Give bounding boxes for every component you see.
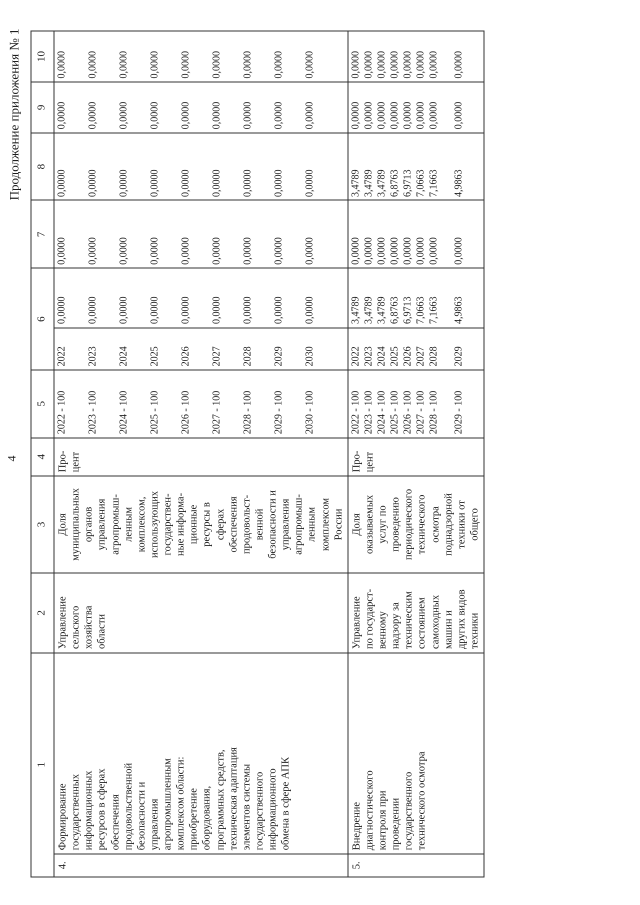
value-line: 2024 [375, 345, 387, 366]
appendix-table [30, 30, 484, 877]
value-line: 2029 [273, 345, 284, 366]
value-line: 2027 - 100 [414, 390, 426, 434]
value-line: 2030 [304, 345, 315, 366]
header-cell: 1 [31, 652, 54, 876]
indicator-name: Доля оказываемых услуг по проведению периодического технического осмотра поднадзорной техники от общего [347, 475, 483, 572]
value-line: 3,4789 [375, 169, 387, 197]
value-line: 2025 - 100 [149, 390, 160, 434]
value-line: 0,0000 [242, 296, 253, 324]
row-number: 4. [54, 853, 348, 876]
value-line: 2028 - 100 [427, 390, 439, 434]
header-cell: 8 [31, 132, 54, 200]
value-line: 2023 [362, 345, 374, 366]
header-cell: 2 [31, 573, 54, 652]
value-line: 0,0000 [452, 50, 464, 78]
value-line: 2023 - 100 [87, 390, 98, 434]
value-line: 0,0000 [56, 169, 67, 197]
value-line: 2022 [56, 345, 67, 366]
value-line: 4,9863 [452, 296, 464, 324]
years [54, 327, 348, 369]
value-line: 3,4789 [362, 169, 374, 197]
value-line: 0,0000 [211, 169, 222, 197]
header-cell: 10 [31, 31, 54, 82]
value-line: 3,4789 [362, 296, 374, 324]
value-line: 0,0000 [149, 50, 160, 78]
value-line: 0,0000 [56, 296, 67, 324]
value-line: 2029 - 100 [452, 390, 464, 434]
value-line: 0,0000 [242, 236, 253, 265]
value-line: 2023 [87, 345, 98, 366]
value-line: 2028 [427, 345, 439, 366]
value-line: 0,0000 [349, 236, 361, 265]
value-line: 0,0000 [273, 50, 284, 78]
value-line: 0,0000 [375, 101, 387, 129]
value-line: 2026 - 100 [180, 390, 191, 434]
value-line: 0,0000 [211, 236, 222, 265]
value-line: 0,0000 [87, 169, 98, 197]
value-line: 0,0000 [180, 101, 191, 129]
indicator-name: Доля муниципальных органов управления агропромыш- ленным комплексом, использующих государствен- ные информа- ционные ресурсы в сферах обеспечения продовольст- венной безопасности и управления агропромыш- ленным комплексом России [54, 475, 348, 572]
value-line: 6,9713 [401, 296, 413, 324]
other-sources [54, 31, 348, 82]
responsible-executor: Управление сельского хозяйства области [54, 573, 348, 652]
value-line: 0,0000 [242, 50, 253, 78]
target-values [54, 369, 348, 437]
value-line: 0,0000 [401, 236, 413, 265]
value-line: 0,0000 [452, 236, 464, 265]
value-line: 0,0000 [362, 50, 374, 78]
value-line: 0,0000 [87, 296, 98, 324]
value-line: 0,0000 [427, 236, 439, 265]
value-line: 0,0000 [273, 236, 284, 265]
value-line: 6,9713 [401, 169, 413, 197]
local-budget [54, 81, 348, 132]
target-values [347, 369, 483, 437]
value-line: 0,0000 [273, 169, 284, 197]
header-cell: 7 [31, 200, 54, 268]
value-line: 2022 - 100 [56, 390, 67, 434]
value-line: 0,0000 [211, 50, 222, 78]
value-line: 0,0000 [273, 296, 284, 324]
value-line: 0,0000 [414, 101, 426, 129]
value-line: 2024 - 100 [118, 390, 129, 434]
value-line: 2025 - 100 [388, 390, 400, 434]
local-budget [347, 81, 483, 132]
value-line: 0,0000 [388, 236, 400, 265]
value-line: 0,0000 [87, 50, 98, 78]
total-financing [54, 268, 348, 327]
value-line: 2030 - 100 [304, 390, 315, 434]
value-line: 0,0000 [388, 101, 400, 129]
value-line: 2028 - 100 [242, 390, 253, 434]
value-line: 0,0000 [304, 101, 315, 129]
value-line: 0,0000 [211, 101, 222, 129]
value-line: 0,0000 [452, 101, 464, 129]
value-line: 0,0000 [401, 50, 413, 78]
measure-name: Внедрение диагностического контроля при проведении государственного технического осмотра [347, 652, 483, 853]
value-line: 0,0000 [149, 296, 160, 324]
other-sources [347, 31, 483, 82]
value-line: 0,0000 [118, 50, 129, 78]
value-line: 0,0000 [211, 296, 222, 324]
row-number: 5. [347, 853, 483, 876]
value-line: 2026 - 100 [401, 390, 413, 434]
value-line: 2029 - 100 [273, 390, 284, 434]
value-line: 0,0000 [362, 101, 374, 129]
value-line: 0,0000 [375, 236, 387, 265]
value-line: 0,0000 [87, 236, 98, 265]
value-line: 0,0000 [304, 296, 315, 324]
header-row [31, 31, 54, 877]
value-line: 2027 - 100 [211, 390, 222, 434]
value-line: 2022 [349, 345, 361, 366]
value-line: 2026 [401, 345, 413, 366]
value-line: 0,0000 [304, 236, 315, 265]
table-row [54, 31, 348, 877]
value-line: 0,0000 [304, 50, 315, 78]
value-line: 6,8763 [388, 169, 400, 197]
value-line: 0,0000 [56, 50, 67, 78]
value-line: 7,0663 [414, 169, 426, 197]
value-line: 0,0000 [388, 50, 400, 78]
value-line: 2027 [414, 345, 426, 366]
header-cell: 6 [31, 268, 54, 370]
appendix-caption: Продолжение приложения № 1 [6, 28, 21, 200]
header-cell: 9 [31, 81, 54, 132]
value-line: 2024 [118, 345, 129, 366]
value-line: 0,0000 [180, 236, 191, 265]
value-line: 0,0000 [149, 169, 160, 197]
value-line: 0,0000 [273, 101, 284, 129]
regional-budget [54, 132, 348, 200]
value-line: 3,4789 [349, 296, 361, 324]
value-line: 0,0000 [149, 101, 160, 129]
value-line: 0,0000 [375, 50, 387, 78]
value-line: 0,0000 [56, 236, 67, 265]
value-line: 0,0000 [414, 236, 426, 265]
measure-name: Формирование государственных информационных ресурсов в сферах обеспечения продовольственной безопасности и управления агропромышленным комплексом области: приобретение оборудования, программных средств, техническая адаптация элементов системы государственного информационного обмена в сфере АПК [54, 652, 348, 853]
years [347, 327, 483, 369]
value-line: 0,0000 [180, 169, 191, 197]
value-line: 0,0000 [304, 169, 315, 197]
responsible-executor: Управление по государст- венному надзору за техническим состоянием самоходных машин и других видов техники [347, 573, 483, 652]
value-line: 0,0000 [349, 101, 361, 129]
value-line: 7,1663 [427, 169, 439, 197]
value-line: 2025 [388, 345, 400, 366]
value-line: 0,0000 [118, 296, 129, 324]
value-line: 0,0000 [118, 101, 129, 129]
table-row [347, 31, 483, 877]
unit: Про- цент [54, 437, 348, 475]
value-line: 0,0000 [118, 169, 129, 197]
value-line: 2027 [211, 345, 222, 366]
unit: Про- цент [347, 437, 483, 475]
value-line: 0,0000 [180, 50, 191, 78]
value-line: 4,9863 [452, 169, 464, 197]
value-line: 2024 - 100 [375, 390, 387, 434]
federal-budget [347, 200, 483, 268]
value-line: 0,0000 [56, 101, 67, 129]
value-line: 0,0000 [118, 236, 129, 265]
value-line: 0,0000 [87, 101, 98, 129]
value-line: 0,0000 [242, 169, 253, 197]
value-line: 2022 - 100 [349, 390, 361, 434]
value-line: 3,4789 [349, 169, 361, 197]
value-line: 0,0000 [427, 101, 439, 129]
value-line: 0,0000 [180, 296, 191, 324]
regional-budget [347, 132, 483, 200]
value-line: 0,0000 [427, 50, 439, 78]
header-cell: 5 [31, 369, 54, 437]
value-line: 3,4789 [375, 296, 387, 324]
value-line: 0,0000 [349, 50, 361, 78]
value-line: 0,0000 [242, 101, 253, 129]
value-line: 0,0000 [149, 236, 160, 265]
value-line: 2029 [452, 345, 464, 366]
value-line: 0,0000 [401, 101, 413, 129]
value-line: 2026 [180, 345, 191, 366]
value-line: 0,0000 [362, 236, 374, 265]
value-line: 2025 [149, 345, 160, 366]
header-cell: 3 [31, 475, 54, 572]
value-line: 0,0000 [414, 50, 426, 78]
value-line: 2028 [242, 345, 253, 366]
value-line: 7,0663 [414, 296, 426, 324]
total-financing [347, 268, 483, 327]
value-line: 7,1663 [427, 296, 439, 324]
value-line: 2023 - 100 [362, 390, 374, 434]
federal-budget [54, 200, 348, 268]
value-line: 6,8763 [388, 296, 400, 324]
header-cell: 4 [31, 437, 54, 475]
page-number: 4 [4, 455, 18, 461]
